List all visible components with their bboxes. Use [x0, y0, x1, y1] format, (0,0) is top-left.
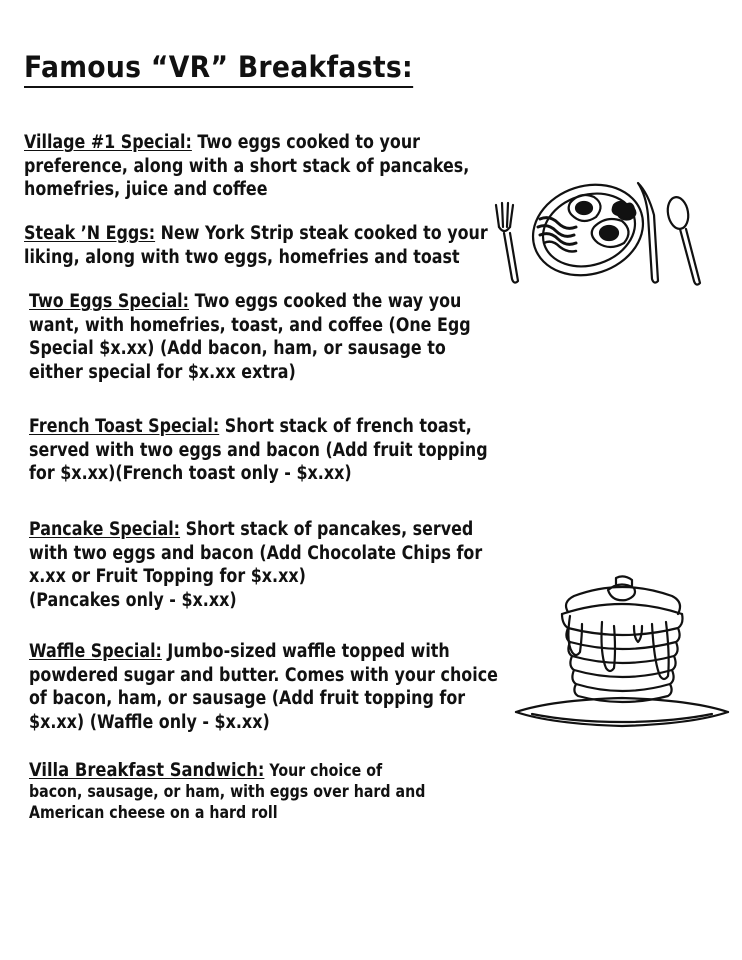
- menu-item-villa-breakfast-sandwich: [29, 760, 425, 823]
- item-desc-line: Special $x.xx) (Add bacon, ham, or sausage to: [29, 338, 446, 359]
- item-name: Villa Breakfast Sandwich:: [29, 759, 265, 781]
- item-desc-line: preference, along with a short stack of pancakes,: [24, 155, 470, 177]
- pancake-stack-icon: [512, 572, 732, 742]
- menu-item-village-special: [24, 131, 469, 202]
- item-name: Waffle Special:: [29, 641, 162, 662]
- item-desc-line: liking, along with two eggs, homefries and toast: [24, 246, 460, 268]
- item-desc-line: want, with homefries, toast, and coffee (One Egg: [29, 314, 471, 336]
- item-desc-line: served with two eggs and bacon (Add fruit topping: [29, 439, 488, 461]
- item-desc-line: Short stack of french toast,: [224, 416, 472, 437]
- item-name: Steak ’N Eggs:: [24, 223, 156, 244]
- item-desc-line: Short stack of pancakes, served: [185, 519, 474, 540]
- item-desc-line: bacon, sausage, or ham, with eggs over hard and: [29, 782, 426, 801]
- item-desc-line: of bacon, ham, or sausage (Add fruit topping for: [29, 688, 466, 709]
- item-name: Pancake Special:: [29, 519, 181, 540]
- item-desc-line: homefries, juice and coffee: [24, 179, 268, 200]
- item-name: Village #1 Special:: [24, 132, 192, 153]
- item-desc-line: Two eggs cooked the way you: [194, 291, 462, 312]
- menu-item-french-toast-special: [29, 415, 488, 486]
- item-desc-line: $x.xx) (Waffle only - $x.xx): [29, 711, 270, 733]
- menu-item-two-eggs-special: [29, 290, 471, 384]
- item-desc-line: either special for $x.xx extra): [29, 361, 296, 383]
- item-desc-line: American cheese on a hard roll: [29, 803, 278, 822]
- item-desc-line: for $x.xx)(French toast only - $x.xx): [29, 463, 352, 484]
- item-desc-line: with two eggs and bacon (Add Chocolate Chips for: [29, 542, 483, 564]
- menu-item-waffle-special: [29, 640, 498, 734]
- item-desc-line: New York Strip steak cooked to your: [160, 223, 488, 244]
- item-desc-line: Jumbo-sized waffle topped with: [167, 641, 450, 662]
- item-name: French Toast Special:: [29, 416, 220, 437]
- item-desc-line: Two eggs cooked to your: [197, 132, 420, 153]
- item-desc-line: powdered sugar and butter. Comes with your choice: [29, 664, 498, 686]
- menu-title: Famous “VR” Breakfasts:: [24, 50, 413, 88]
- menu-item-steak-n-eggs: [24, 222, 488, 269]
- item-desc-line: Your choice of: [269, 761, 383, 780]
- item-name: Two Eggs Special:: [29, 291, 190, 312]
- menu-item-pancake-special: [29, 518, 482, 612]
- item-desc-line: x.xx or Fruit Topping for $x.xx): [29, 566, 306, 587]
- item-desc-line: (Pancakes only - $x.xx): [29, 589, 237, 611]
- breakfast-plate-icon: [488, 175, 710, 295]
